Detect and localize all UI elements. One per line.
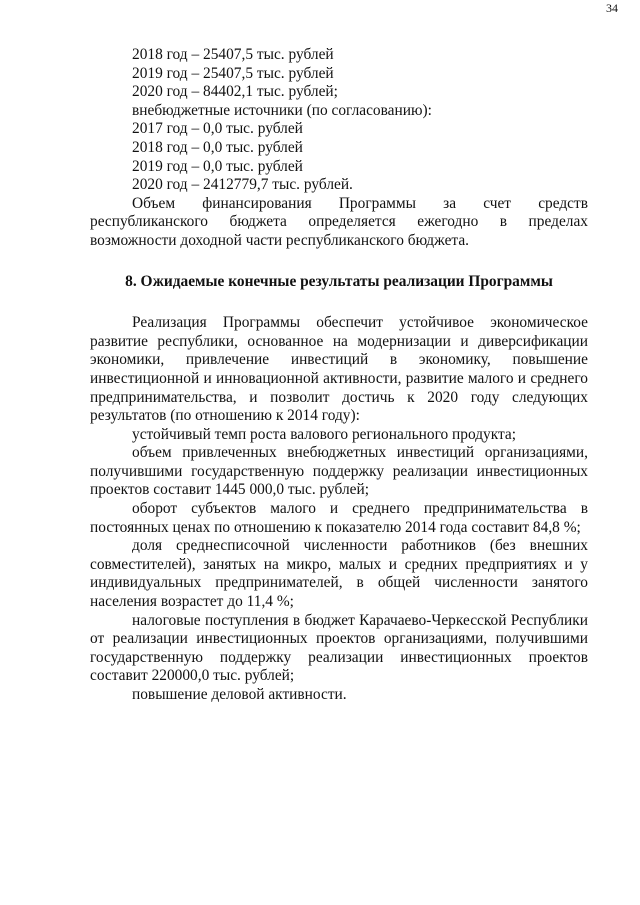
section-title: 8. Ожидаемые конечные результаты реализации Программы	[125, 272, 553, 290]
result-item: налоговые поступления в бюджет Карачаево-Черкесской Республики от реализации инвестиционных проектов организациями, получившими государственную поддержку реализации инвестиционных проектов составит 220000,0 тыс. рублей;	[90, 611, 588, 685]
result-item: доля среднесписочной численности работников (без внешних совместителей), занятых на микро, малых и средних предприятиях и у индивидуальных предпринимателей, в общей численности занятого населения возрастет до 11,4 %;	[90, 537, 588, 611]
financing-line: 2019 год – 25407,5 тыс. рублей	[132, 64, 334, 82]
financing-line: 2018 год – 25407,5 тыс. рублей	[132, 46, 334, 63]
result-item: объем привлеченных внебюджетных инвестиций организациями, получившими государственную поддержку реализации инвестиционных проектов составит 1445 000,0 тыс. рублей;	[90, 444, 588, 499]
result-item: оборот субъектов малого и среднего предпринимательства в постоянных ценах по отношению к показателю 2014 года составит 84,8 %;	[90, 500, 588, 536]
result-item: повышение деловой активности.	[132, 686, 347, 703]
financing-line: 2018 год – 0,0 тыс. рублей	[132, 138, 303, 156]
page-number: 34	[606, 1, 618, 15]
intro-paragraph: Реализация Программы обеспечит устойчивое экономическое развитие республики, основанное на модернизации и диверсификации экономики, привлечение инвестиций в экономику, повышение инвестиционной и инновационной активности, развитие малого и среднего предпринимательства, и позволит достичь к 2020 году следующих результатов (по отношению к 2014 году):	[90, 314, 588, 425]
results-list	[90, 426, 588, 705]
financing-line: 2017 год – 0,0 тыс. рублей	[132, 120, 303, 138]
result-item: устойчивый темп роста валового регионального продукта;	[132, 425, 517, 443]
financing-line: 2020 год – 84402,1 тыс. рублей;	[132, 83, 338, 101]
financing-line: 2019 год – 0,0 тыс. рублей	[132, 157, 303, 175]
financing-list	[90, 46, 588, 195]
financing-note: Объем финансирования Программы за счет средств республиканского бюджета определяется ежегодно в пределах возможности доходной части республиканского бюджета.	[90, 194, 588, 249]
financing-line: 2020 год – 2412779,7 тыс. рублей.	[132, 176, 353, 194]
document-body	[90, 46, 588, 705]
financing-line: внебюджетные источники (по согласованию):	[132, 101, 432, 119]
